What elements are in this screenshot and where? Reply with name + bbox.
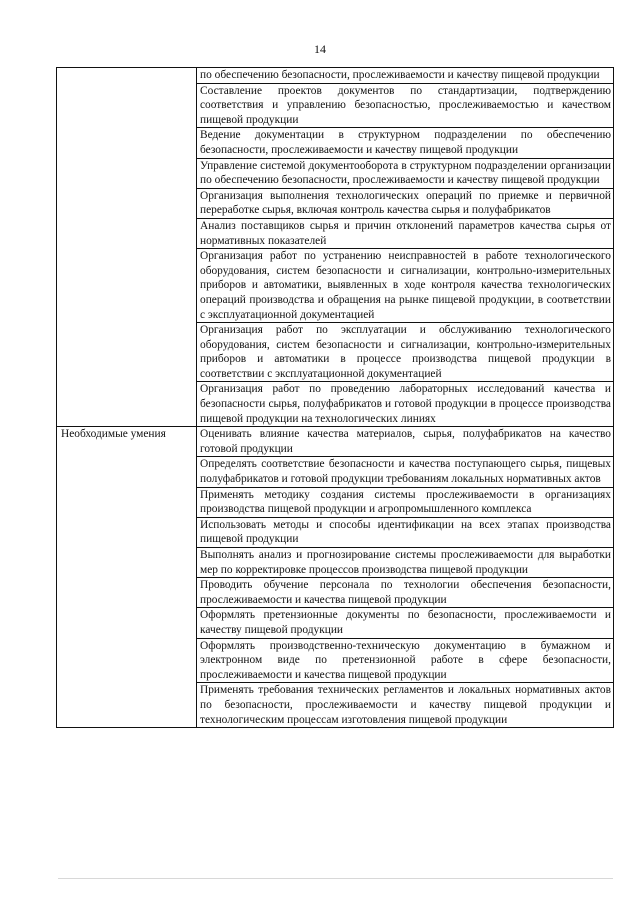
table-cell-item: Применять методику создания системы прослеживаемости в организациях производства пищевой продукции и агропромышленного комплекса [197, 487, 614, 517]
table-cell-item: Организация выполнения технологических операций по приемке и первичной переработке сырья, включая контроль качества сырья и полуфабрикатов [197, 188, 614, 218]
table-cell-item: Применять требования технических регламентов и локальных нормативных актов по безопасности, прослеживаемости и качеству пищевой продукции и технологическим процессам изготовления пищевой продукции [197, 683, 614, 728]
row-group-label: Необходимые умения [57, 427, 197, 728]
table-cell-item: Управление системой документооборота в структурном подразделении организации по обеспечению безопасности, прослеживаемости и качеству пищевой продукции [197, 158, 614, 188]
row-group-label [57, 68, 197, 427]
table-cell-item: Выполнять анализ и прогнозирование системы прослеживаемости для выработки мер по корректировке процессов производства пищевой продукции [197, 548, 614, 578]
table-cell-item: Оформлять производственно-техническую документацию в бумажном и электронном виде по претензионной работе в сфере безопасности, прослеживаемости и качества пищевой продукции [197, 638, 614, 683]
table-cell-item: Составление проектов документов по стандартизации, подтверждению соответствия и управлению безопасностью, прослеживаемостью и качеством пищевой продукции [197, 83, 614, 128]
table-cell-item: Организация работ по эксплуатации и обслуживанию технологического оборудования, систем безопасности и сигнализации, контрольно-измерительных приборов и автоматики в процессе производства пищевой продукции в соответствии с эксплуатационной документацией [197, 323, 614, 382]
page-number: 14 [314, 42, 326, 56]
table-row [57, 68, 614, 84]
scan-edge-divider [58, 878, 613, 879]
table-cell-item: Проводить обучение персонала по технологии обеспечения безопасности, прослеживаемости и качества пищевой продукции [197, 578, 614, 608]
competency-table [56, 67, 614, 728]
table-cell-item: Анализ поставщиков сырья и причин отклонений параметров качества сырья от нормативных показателей [197, 218, 614, 248]
table-cell-item: Ведение документации в структурном подразделении по обеспечению безопасности, прослеживаемости и качеству пищевой продукции [197, 128, 614, 158]
table-cell-item: Организация работ по проведению лабораторных исследований качества и безопасности сырья, полуфабрикатов и готовой продукции в процессе производства пищевой продукции на технологических линиях [197, 382, 614, 427]
table-cell-item: Оценивать влияние качества материалов, сырья, полуфабрикатов на качество готовой продукции [197, 427, 614, 457]
table-cell-item: по обеспечению безопасности, прослеживаемости и качеству пищевой продукции [197, 68, 614, 84]
table-cell-item: Оформлять претензионные документы по безопасности, прослеживаемости и качеству пищевой продукции [197, 608, 614, 638]
table-cell-item: Определять соответствие безопасности и качества поступающего сырья, пищевых полуфабрикатов и готовой продукции требованиям локальных нормативных актов [197, 457, 614, 487]
table-row [57, 427, 614, 457]
table-cell-item: Использовать методы и способы идентификации на всех этапах производства пищевой продукции [197, 517, 614, 547]
table-cell-item: Организация работ по устранению неисправностей в работе технологического оборудования, систем безопасности и сигнализации, контрольно-измерительных приборов и автоматики, выявленных в ходе контроля качества технологических операций производства и обращения на рынке пищевой продукции, в соответствии с эксплуатационной документацией [197, 249, 614, 323]
